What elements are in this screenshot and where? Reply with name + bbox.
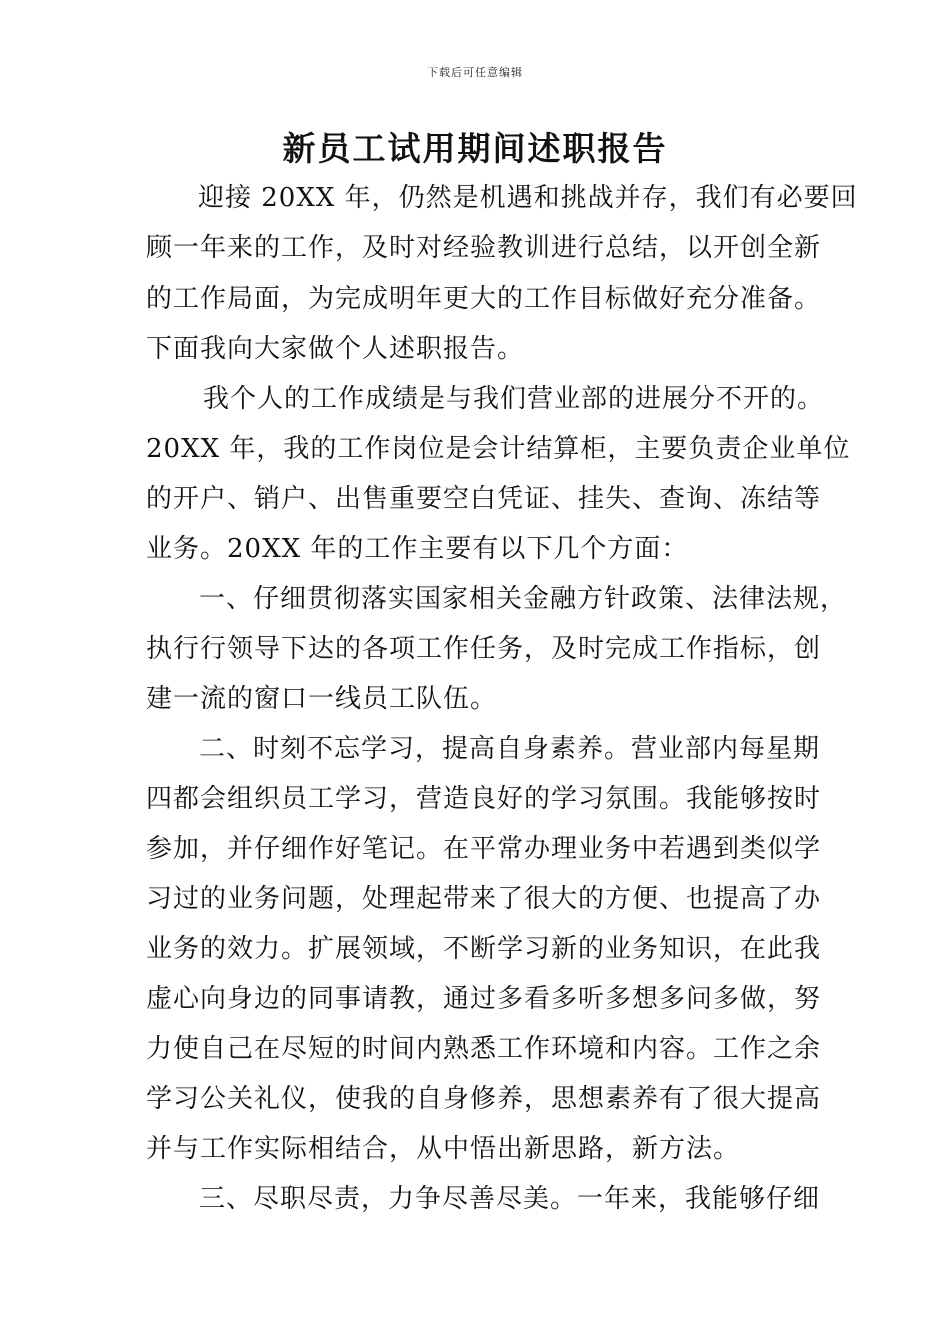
document-title: 新员工试用期间述职报告 bbox=[282, 129, 668, 168]
body-line: 的开户、销户、出售重要空白凭证、挂失、查询、冻结等 bbox=[146, 484, 822, 514]
body-line: 二、时刻不忘学习，提高自身素养。营业部内每星期 bbox=[199, 734, 821, 764]
body-line: 20XX 年，我的工作岗位是会计结算柜，主要负责企业单位 bbox=[146, 434, 851, 464]
body-line: 业务的效力。扩展领域，不断学习新的业务知识，在此我 bbox=[146, 934, 822, 964]
header-note: 下载后可任意编辑 bbox=[427, 66, 523, 79]
body-line: 迎接 20XX 年，仍然是机遇和挑战并存，我们有必要回 bbox=[198, 183, 858, 213]
body-line: 学习公关礼仪，使我的自身修养，思想素养有了很大提高 bbox=[146, 1084, 822, 1114]
body-line: 并与工作实际相结合，从中悟出新思路，新方法。 bbox=[146, 1134, 741, 1164]
body-line: 虚心向身边的同事请教，通过多看多听多想多问多做，努 bbox=[146, 984, 822, 1014]
body-line: 力使自己在尽短的时间内熟悉工作环境和内容。工作之余 bbox=[146, 1034, 822, 1064]
body-line: 三、尽职尽责，力争尽善尽美。一年来，我能够仔细 bbox=[199, 1184, 821, 1214]
body-line: 执行行领导下达的各项工作任务，及时完成工作指标，创 bbox=[146, 634, 822, 664]
body-line: 顾一年来的工作，及时对经验教训进行总结，以开创全新 bbox=[146, 233, 822, 263]
body-line: 参加，并仔细作好笔记。在平常办理业务中若遇到类似学 bbox=[146, 834, 822, 864]
body-line: 下面我向大家做个人述职报告。 bbox=[146, 334, 525, 364]
body-line: 建一流的窗口一线员工队伍。 bbox=[146, 684, 498, 714]
body-line: 四都会组织员工学习，营造良好的学习氛围。我能够按时 bbox=[146, 784, 822, 814]
body-line: 习过的业务问题，处理起带来了很大的方便、也提高了办 bbox=[146, 884, 822, 914]
body-line: 一、仔细贯彻落实国家相关金融方针政策、法律法规， bbox=[199, 584, 848, 614]
body-line: 业务。20XX 年的工作主要有以下几个方面： bbox=[146, 534, 689, 564]
body-line: 的工作局面，为完成明年更大的工作目标做好充分准备。 bbox=[146, 284, 822, 314]
body-line: 我个人的工作成绩是与我们营业部的进展分不开的。 bbox=[203, 384, 825, 414]
